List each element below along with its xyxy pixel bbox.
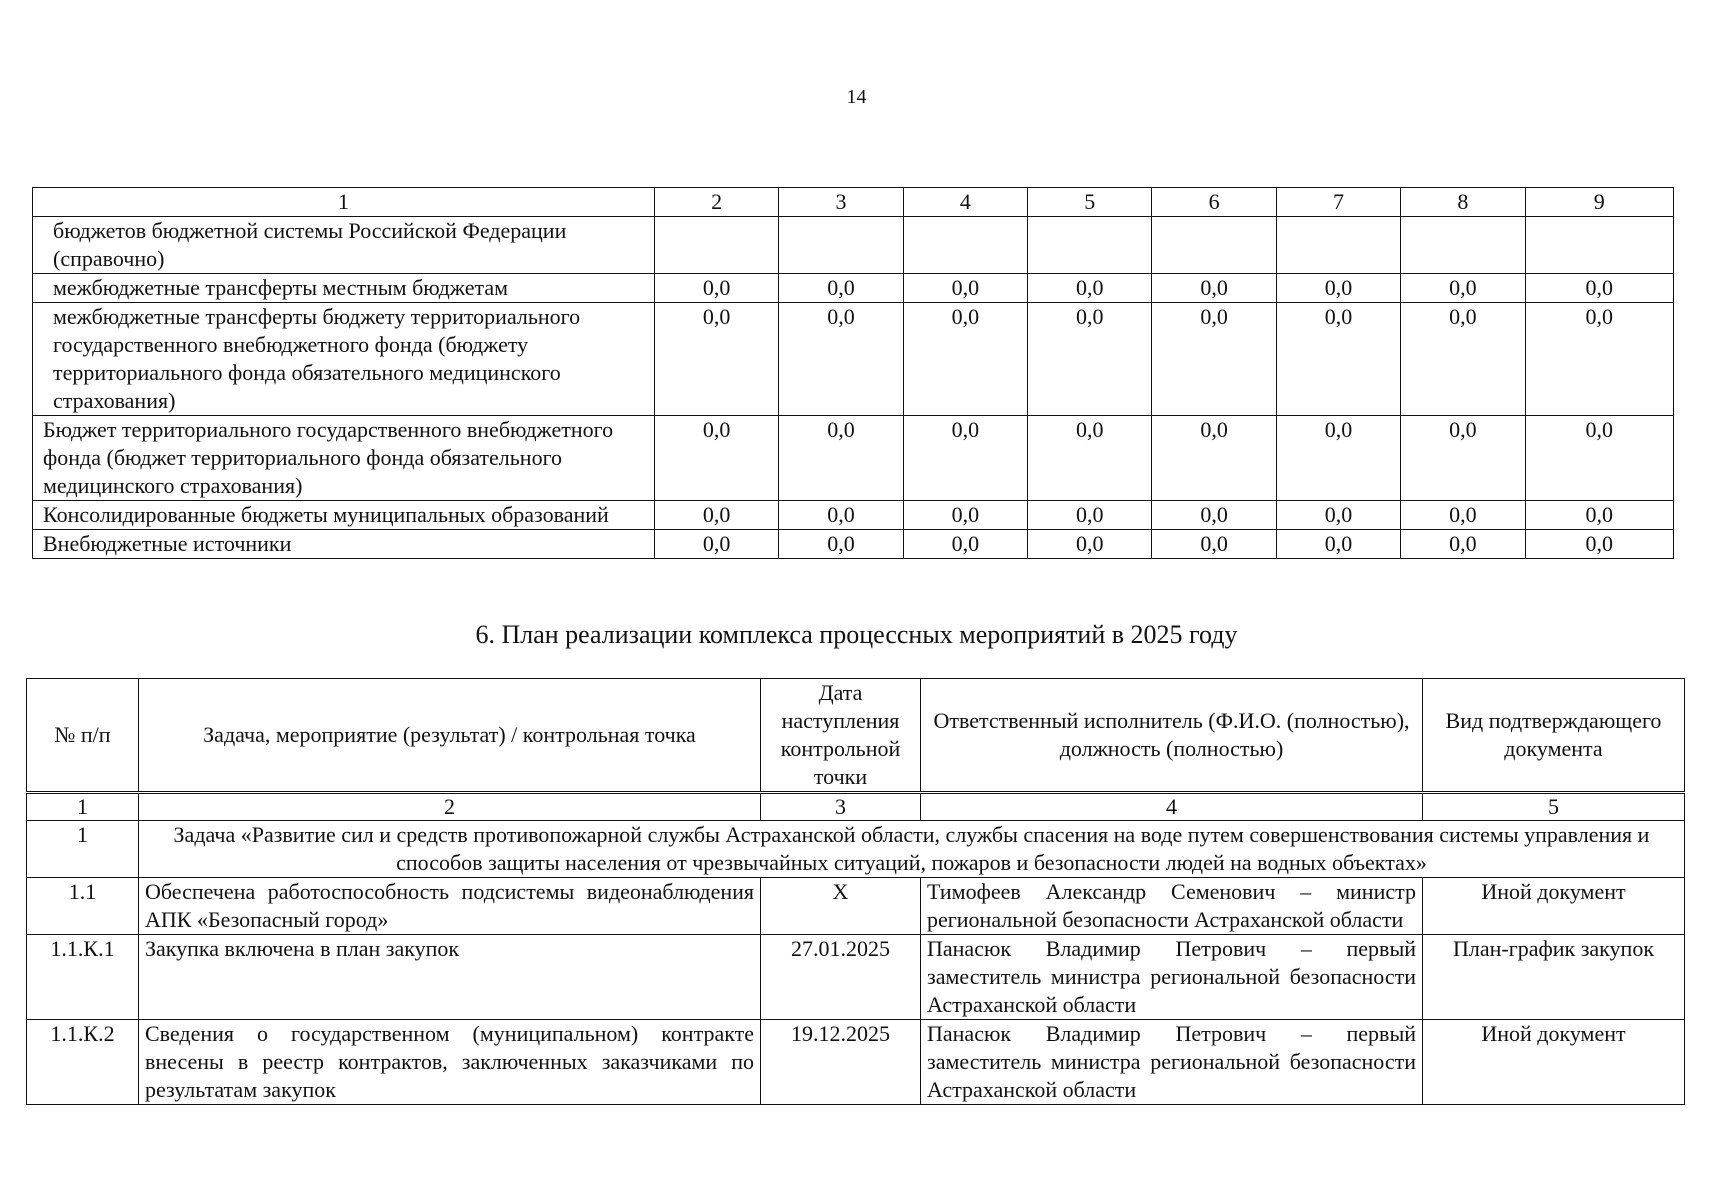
budget-row-label: Консолидированные бюджеты муниципальных образований — [33, 501, 655, 530]
budget-value: 0,0 — [903, 530, 1027, 559]
budget-value: 0,0 — [779, 501, 903, 530]
column-number: 5 — [1028, 188, 1152, 217]
task-text: Задача «Развитие сил и средств противопожарной службы Астраханской области, службы спасения на воде путем совершенствования системы управления и способов защиты населения от чрезвычайных ситуаций, пожаров и безопасности людей на водных объектах» — [139, 821, 1685, 878]
budget-value: 0,0 — [903, 303, 1027, 416]
budget-value: 0,0 — [903, 274, 1027, 303]
budget-value — [1401, 217, 1525, 274]
budget-value: 0,0 — [1028, 530, 1152, 559]
budget-row-label: межбюджетные трансферты местным бюджетам — [33, 274, 655, 303]
column-number: 9 — [1525, 188, 1673, 217]
budget-value: 0,0 — [1276, 416, 1400, 501]
task-row — [27, 821, 1685, 878]
budget-row — [33, 530, 1674, 559]
section-title: 6. План реализации комплекса процессных мероприятий в 2025 году — [475, 620, 1238, 649]
col-number: 2 — [139, 793, 761, 821]
budget-table — [32, 187, 1674, 559]
budget-value: 0,0 — [1028, 274, 1152, 303]
column-number: 1 — [33, 188, 655, 217]
plan-row-task: Закупка включена в план закупок — [139, 935, 761, 1020]
budget-value: 0,0 — [1525, 416, 1673, 501]
column-number-row — [27, 793, 1685, 821]
plan-header-row — [27, 679, 1685, 793]
budget-value: 0,0 — [779, 303, 903, 416]
budget-value — [1525, 217, 1673, 274]
budget-value: 0,0 — [1276, 274, 1400, 303]
header-responsible: Ответственный исполнитель (Ф.И.О. (полностью), должность (полностью) — [921, 679, 1423, 793]
budget-value: 0,0 — [1028, 416, 1152, 501]
plan-row — [27, 1020, 1685, 1105]
budget-value: 0,0 — [654, 274, 778, 303]
plan-row-task: Обеспечена работоспособность подсистемы видеонаблюдения АПК «Безопасный город» — [139, 878, 761, 935]
budget-value: 0,0 — [1028, 501, 1152, 530]
budget-value: 0,0 — [1401, 416, 1525, 501]
budget-value: 0,0 — [779, 274, 903, 303]
budget-value: 0,0 — [1028, 303, 1152, 416]
budget-value: 0,0 — [654, 303, 778, 416]
budget-row-label: Бюджет территориального государственного внебюджетного фонда (бюджет территориального фонда обязательного медицинского страхования) — [33, 416, 655, 501]
budget-value — [1276, 217, 1400, 274]
header-task: Задача, мероприятие (результат) / контрольная точка — [139, 679, 761, 793]
column-number: 2 — [654, 188, 778, 217]
page-number: 14 — [846, 86, 867, 108]
budget-value: 0,0 — [903, 416, 1027, 501]
task-num: 1 — [27, 821, 139, 878]
plan-row-date: Х — [761, 878, 921, 935]
budget-value: 0,0 — [1525, 530, 1673, 559]
budget-row — [33, 501, 1674, 530]
header-date: Дата наступления контрольной точки — [761, 679, 921, 793]
budget-value — [1152, 217, 1276, 274]
plan-row — [27, 935, 1685, 1020]
plan-row-num: 1.1 — [27, 878, 139, 935]
plan-row-document: Иной документ — [1423, 878, 1685, 935]
budget-value — [903, 217, 1027, 274]
plan-row-date: 27.01.2025 — [761, 935, 921, 1020]
budget-value: 0,0 — [1525, 303, 1673, 416]
budget-value: 0,0 — [1401, 274, 1525, 303]
budget-value: 0,0 — [1401, 501, 1525, 530]
plan-row — [27, 878, 1685, 935]
plan-row-num: 1.1.К.2 — [27, 1020, 139, 1105]
budget-value: 0,0 — [654, 416, 778, 501]
budget-value: 0,0 — [903, 501, 1027, 530]
budget-row — [33, 303, 1674, 416]
budget-value — [1028, 217, 1152, 274]
budget-value — [654, 217, 778, 274]
plan-row-responsible: Панасюк Владимир Петрович – первый заместитель министра региональной безопасности Астраханской области — [921, 1020, 1423, 1105]
budget-row-label: бюджетов бюджетной системы Российской Федерации (справочно) — [33, 217, 655, 274]
plan-row-date: 19.12.2025 — [761, 1020, 921, 1105]
column-number: 6 — [1152, 188, 1276, 217]
budget-value: 0,0 — [1276, 303, 1400, 416]
budget-row — [33, 274, 1674, 303]
budget-value: 0,0 — [1276, 501, 1400, 530]
budget-value: 0,0 — [1152, 416, 1276, 501]
budget-value: 0,0 — [779, 416, 903, 501]
budget-value: 0,0 — [779, 530, 903, 559]
column-number: 3 — [779, 188, 903, 217]
column-number: 4 — [903, 188, 1027, 217]
budget-value: 0,0 — [654, 530, 778, 559]
col-number: 4 — [921, 793, 1423, 821]
budget-value: 0,0 — [654, 501, 778, 530]
plan-row-document: Иной документ — [1423, 1020, 1685, 1105]
budget-value: 0,0 — [1152, 501, 1276, 530]
budget-header-row — [33, 188, 1674, 217]
plan-row-num: 1.1.К.1 — [27, 935, 139, 1020]
budget-row — [33, 217, 1674, 274]
plan-row-responsible: Тимофеев Александр Семенович – министр региональной безопасности Астраханской области — [921, 878, 1423, 935]
header-num: № п/п — [27, 679, 139, 793]
budget-row — [33, 416, 1674, 501]
budget-row-label: межбюджетные трансферты бюджету территориального государственного внебюджетного фонда (бюджету территориального фонда обязательного медицинского страхования) — [33, 303, 655, 416]
budget-value: 0,0 — [1525, 501, 1673, 530]
plan-row-task: Сведения о государственном (муниципальном) контракте внесены в реестр контрактов, заключенных заказчиками по результатам закупок — [139, 1020, 761, 1105]
budget-value: 0,0 — [1152, 530, 1276, 559]
col-number: 5 — [1423, 793, 1685, 821]
plan-row-responsible: Панасюк Владимир Петрович – первый заместитель министра региональной безопасности Астраханской области — [921, 935, 1423, 1020]
budget-value: 0,0 — [1401, 530, 1525, 559]
budget-row-label: Внебюджетные источники — [33, 530, 655, 559]
column-number: 8 — [1401, 188, 1525, 217]
budget-value: 0,0 — [1152, 303, 1276, 416]
budget-value — [779, 217, 903, 274]
budget-value: 0,0 — [1525, 274, 1673, 303]
column-number: 7 — [1276, 188, 1400, 217]
col-number: 1 — [27, 793, 139, 821]
budget-value: 0,0 — [1276, 530, 1400, 559]
col-number: 3 — [761, 793, 921, 821]
header-document: Вид подтверждающего документа — [1423, 679, 1685, 793]
plan-table — [26, 678, 1685, 1105]
plan-row-document: План-график закупок — [1423, 935, 1685, 1020]
budget-value: 0,0 — [1152, 274, 1276, 303]
budget-value: 0,0 — [1401, 303, 1525, 416]
